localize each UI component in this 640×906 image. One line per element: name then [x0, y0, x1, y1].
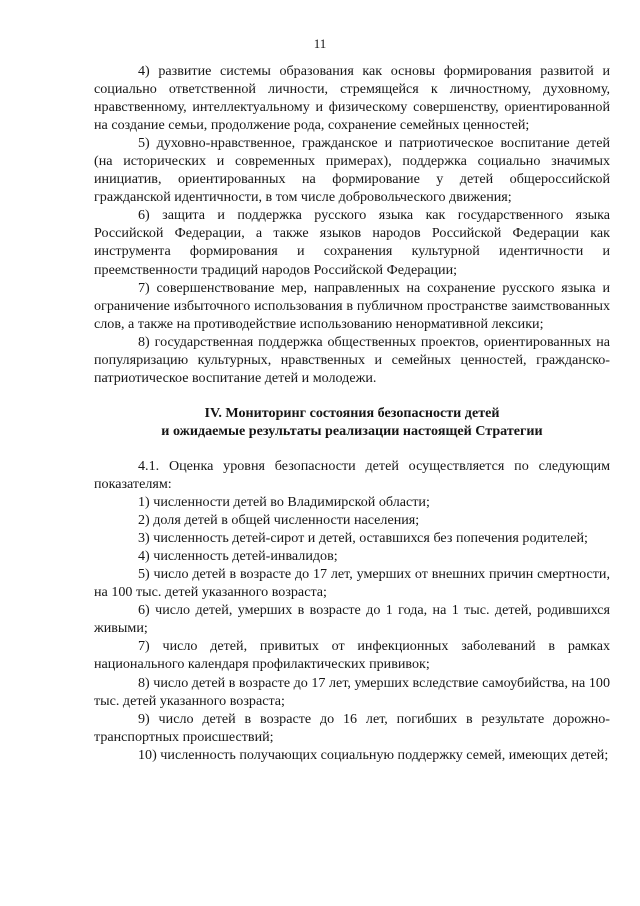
paragraph-item-5: 5) духовно-нравственное, гражданское и патриотическое воспитание детей (на исторических и современных примерах), поддержка социально значимых инициатив, ориентированных на формирование у детей общероссийской гражданской идентичности, в том числе добровольческого движения;	[94, 135, 610, 206]
indicator-item: 1) численности детей во Владимирской области;	[138, 494, 430, 511]
paragraph-item-4: 4) развитие системы образования как основы формирования развитой и социально ответственной личности, стремящейся к личностному, духовному, нравственному, интеллектуальному и физическому совершенству, ориентированной на создание семьи, продолжение рода, сохранение семейных ценностей;	[94, 63, 610, 134]
indicator-item: 2) доля детей в общей численности населения;	[138, 512, 420, 529]
indicator-item: 9) число детей в возрасте до 16 лет, погибших в результате дорожно-транспортных происшествий;	[94, 710, 610, 745]
indicator-item: 4) численность детей-инвалидов;	[138, 548, 338, 565]
section-heading-line-1: IV. Мониторинг состояния безопасности детей	[204, 404, 500, 421]
indicator-item: 6) число детей, умерших в возрасте до 1 года, на 1 тыс. детей, родившихся живыми;	[94, 602, 610, 637]
page-number: 11	[313, 36, 327, 51]
indicator-item: 3) численность детей-сирот и детей, оставшихся без попечения родителей;	[138, 530, 588, 547]
paragraph-item-7: 7) совершенствование мер, направленных на сохранение русского языка и ограничение избыточного использования в публичном пространстве заимствованных слов, а также на противодействие использованию ненормативной лексики;	[94, 279, 610, 332]
paragraph-item-6: 6) защита и поддержка русского языка как государственного языка Российской Федерации, а также языков народов Российской Федерации как инструмента формирования и сохранения культурной идентичности и преемственности традиций народов Российской Федерации;	[94, 207, 610, 278]
document-body	[94, 62, 610, 764]
indicator-item: 5) число детей в возрасте до 17 лет, умерших от внешних причин смертности, на 100 тыс. детей указанного возраста;	[94, 566, 610, 601]
intro-paragraph: 4.1. Оценка уровня безопасности детей осуществляется по следующим показателям:	[94, 457, 610, 492]
indicator-item: 7) число детей, привитых от инфекционных заболеваний в рамках национального календаря профилактических прививок;	[94, 638, 610, 673]
section-heading	[94, 404, 610, 440]
paragraph-item-8: 8) государственная поддержка общественных проектов, ориентированных на популяризацию культурных, нравственных и семейных ценностей, гражданско-патриотическое воспитание детей и молодежи.	[94, 333, 610, 386]
indicator-item: 10) численность получающих социальную поддержку семей, имеющих детей;	[138, 746, 609, 763]
section-heading-line-2: и ожидаемые результаты реализации настоящей Стратегии	[161, 422, 543, 439]
indicator-item: 8) число детей в возрасте до 17 лет, умерших вследствие самоубийства, на 100 тыс. детей указанного возраста;	[94, 674, 610, 709]
